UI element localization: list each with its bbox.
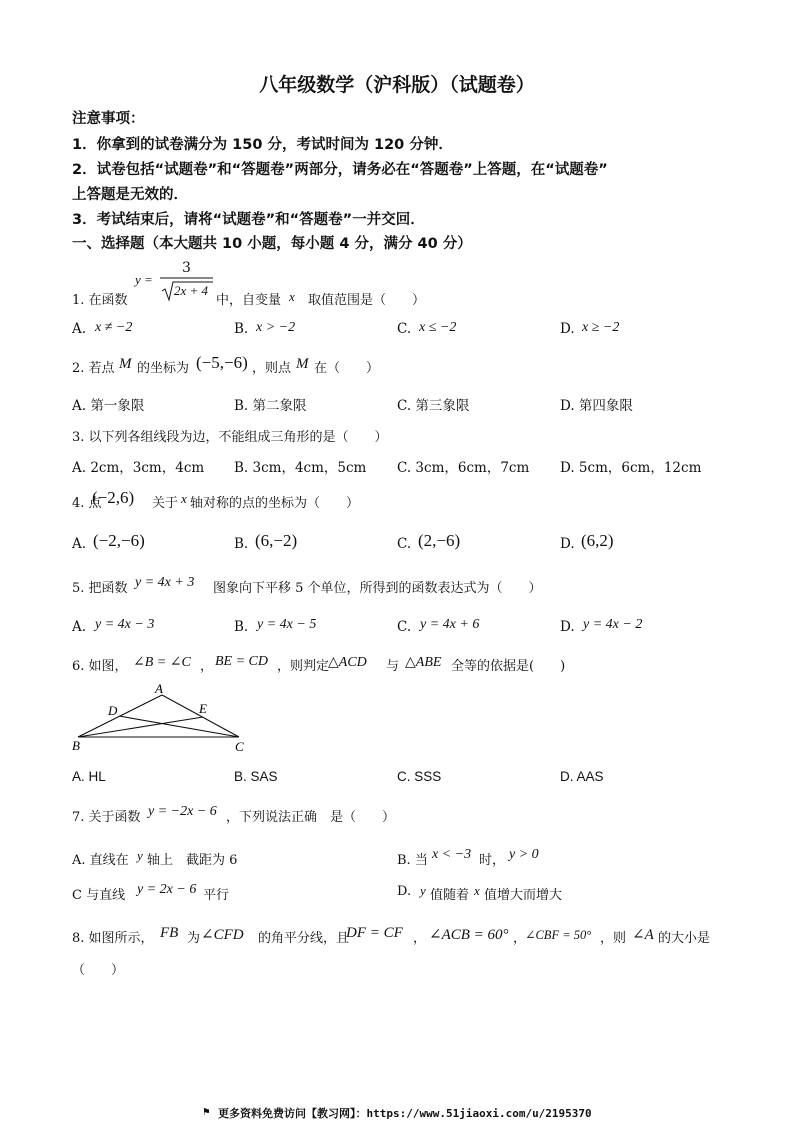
q1-formula-denominator: 2x + 4 — [174, 283, 209, 298]
q5-option-a-label: A. — [72, 619, 87, 635]
q1-option-d-label: D. — [560, 321, 575, 337]
q4-option-d: (6,2) — [581, 531, 614, 550]
q6-triangle-abe: △ABE — [405, 655, 442, 670]
q3-option-b: B. 3cm，4cm，5cm — [234, 460, 367, 476]
q7-option-d: D. — [397, 884, 412, 899]
label-e: E — [199, 701, 207, 716]
q3-option-c: C. 3cm，6cm，7cm — [397, 460, 530, 476]
q7-option-c-func: y = 2x − 6 — [137, 882, 197, 897]
q8-stem-e: ，则 — [600, 931, 627, 946]
q7-option-b: B. 当 — [397, 853, 428, 868]
q6-comma: ， — [200, 659, 214, 674]
q7-option-c-b: 平行 — [203, 888, 230, 903]
q2-option-b: B. 第二象限 — [234, 398, 307, 414]
q7-option-b-b: 时， — [479, 853, 506, 868]
q1-stem-b: 中，自变量 — [216, 293, 282, 308]
q8-comma: ， — [513, 931, 527, 946]
q6-stem-b: ，则判定 — [277, 659, 330, 674]
q2-stem-c: ，则点 — [252, 361, 292, 376]
q8-angle-cfd: ∠CFD — [201, 927, 244, 943]
q7-option-b-result: y > 0 — [509, 847, 539, 862]
q8-angle-a: ∠A — [632, 927, 654, 943]
q8-angle-cbf: ∠CBF = 50° — [525, 928, 592, 942]
q6-option-b: B. SAS — [234, 769, 278, 784]
q7-option-a: A. 直线在 — [72, 853, 129, 868]
q8-fb: FB — [160, 925, 179, 941]
q6-option-c: C. SSS — [397, 769, 442, 784]
q6-stem-c: 与 — [386, 659, 400, 674]
q8-stem-a: 8. 如图所示， — [72, 931, 154, 946]
q2-option-c: C. 第三象限 — [397, 398, 470, 414]
q3-option-a: A. 2cm，3cm，4cm — [72, 460, 205, 476]
notes-heading: 注意事项： — [72, 111, 145, 127]
q1-formula-numerator: 3 — [182, 260, 191, 276]
q2-coord: (−5,−6) — [196, 353, 248, 372]
q7-option-d-c: 值增大而增大 — [484, 888, 563, 903]
q5-option-b: y = 4x − 5 — [257, 617, 317, 632]
q5-stem-a: 5. 把函数 — [72, 581, 128, 596]
q5-option-d-label: D. — [560, 619, 575, 635]
q8-df-cf: DF = CF — [346, 925, 403, 941]
q7-function: y = −2x − 6 — [148, 804, 217, 819]
q5-option-d: y = 4x − 2 — [583, 617, 643, 632]
q3-stem: 3. 以下列各组线段为边，不能组成三角形的是（ ） — [72, 430, 388, 445]
q8-stem-b: 为 — [187, 931, 201, 946]
q6-option-d: D. AAS — [560, 769, 604, 784]
q1-option-d: x ≥ −2 — [582, 320, 620, 335]
q8-stem-c: 的角平分线，且 — [258, 931, 350, 946]
section-heading: 一、选择题（本大题共 10 小题，每小题 4 分，满分 40 分） — [72, 236, 472, 252]
q6-eq1: ∠B = ∠C — [133, 655, 191, 670]
label-b: B — [72, 738, 80, 753]
q4-option-c-label: C. — [397, 536, 412, 552]
q1-stem-c: 取值范围是（ ） — [308, 293, 426, 308]
q4-option-a: (−2,−6) — [93, 531, 145, 550]
q7-option-c: C 与直线 — [72, 888, 126, 903]
q7-option-a-y: y — [137, 848, 143, 863]
q4-option-a-label: A. — [72, 536, 87, 552]
q6-option-a: A. HL — [72, 769, 106, 784]
q7-option-d-x: x — [474, 883, 480, 898]
q7-option-b-cond: x < −3 — [432, 847, 472, 862]
q8-stem-f: 的大小是 — [658, 931, 711, 946]
q2-point-m: M — [119, 356, 132, 372]
q2-option-a: A. 第一象限 — [72, 398, 145, 414]
note-1: 1．你拿到的试卷满分为 150 分，考试时间为 120 分钟． — [72, 137, 453, 153]
q1-option-a-label: A. — [72, 321, 87, 337]
q4-stem-a: 4. 点 — [72, 496, 102, 511]
q7-option-d-b: 值随着 — [430, 888, 470, 903]
q1-formula-y: y = — [135, 272, 153, 287]
q8-stem-d: ， — [413, 931, 427, 946]
q1-stem-a: 1. 在函数 — [72, 293, 128, 308]
q6-triangle-figure — [66, 680, 256, 755]
q1-var-x: x — [289, 289, 295, 304]
q5-option-a: y = 4x − 3 — [95, 617, 155, 632]
note-2a: 2．试卷包括“试题卷”和“答题卷”两部分，请务必在“答题卷”上答题，在“试题卷” — [72, 162, 608, 178]
note-3: 3．考试结束后，请将“试题卷”和“答题卷”一并交回． — [72, 212, 425, 228]
q2-option-d: D. 第四象限 — [560, 398, 633, 414]
q7-option-d-y: y — [420, 883, 426, 898]
q2-stem-b: 的坐标为 — [137, 361, 190, 376]
q7-stem-a: 7. 关于函数 — [72, 810, 141, 825]
q4-option-d-label: D. — [560, 536, 575, 552]
q8-answer-paren: （ ） — [72, 963, 125, 978]
label-c: C — [235, 739, 244, 754]
q6-triangle-acd: △ACD — [328, 655, 367, 670]
page-title: 八年级数学（沪科版）（试题卷） — [259, 74, 535, 96]
q1-option-b: x > −2 — [256, 320, 296, 335]
q4-point: (−2,6) — [92, 488, 135, 507]
note-2b: 上答题是无效的． — [72, 187, 188, 203]
q7-option-a-b: 轴上 截距为 6 — [147, 853, 238, 868]
q4-x: x — [181, 491, 187, 506]
q7-stem-b: ，下列说法正确 是（ ） — [226, 810, 396, 825]
q4-option-b-label: B. — [234, 536, 249, 552]
footer-link[interactable]: 更多资料免费访问【教习网】：https://www.51jiaoxi.com/u/2195370 — [218, 1107, 592, 1120]
q8-angle-acb: ∠ACB = 60° — [429, 927, 509, 943]
segment-dc — [119, 716, 239, 737]
label-a: A — [155, 681, 163, 696]
q4-stem-c: 轴对称的点的坐标为（ ） — [190, 496, 360, 511]
q2-stem-d: 在（ ） — [314, 361, 380, 376]
q5-stem-b: 图象向下平移 5 个单位，所得到的函数表达式为（ ） — [213, 581, 542, 596]
q5-option-b-label: B. — [234, 619, 249, 635]
q1-option-c-label: C. — [397, 321, 412, 337]
footer-flag-icon: ⚑ — [203, 1105, 210, 1118]
q1-option-b-label: B. — [234, 321, 249, 337]
q4-option-b: (6,−2) — [255, 531, 298, 550]
q4-option-c: (2,−6) — [418, 531, 461, 550]
q3-option-d: D. 5cm，6cm，12cm — [560, 460, 702, 476]
q4-stem-b: 关于 — [152, 496, 179, 511]
q2-point-m-2: M — [296, 356, 309, 372]
q6-eq2: BE = CD — [215, 654, 268, 669]
q1-option-a: x ≠ −2 — [95, 320, 133, 335]
q1-option-c: x ≤ −2 — [419, 320, 457, 335]
q6-stem-d: 全等的依据是( ) — [451, 659, 566, 674]
q2-stem-a: 2. 若点 — [72, 361, 115, 376]
q5-option-c: y = 4x + 6 — [420, 617, 480, 632]
q6-stem-a: 6. 如图， — [72, 659, 128, 674]
label-d: D — [108, 703, 118, 718]
q5-option-c-label: C. — [397, 619, 412, 635]
q5-function: y = 4x + 3 — [135, 575, 195, 590]
